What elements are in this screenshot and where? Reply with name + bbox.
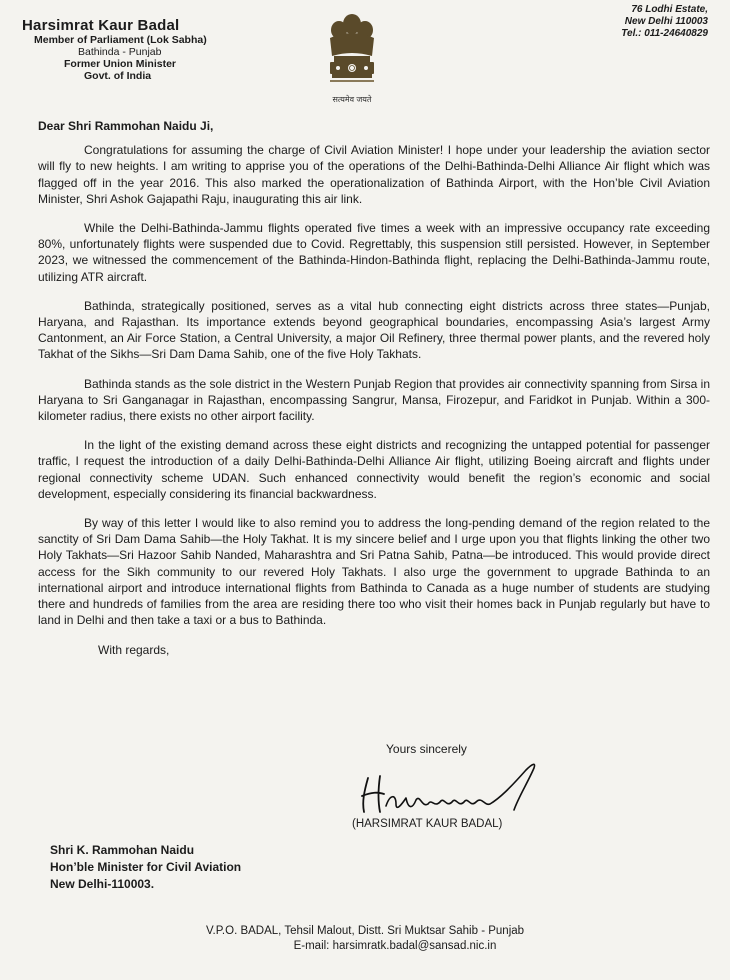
paragraph-3: Bathinda, strategically positioned, serves as a vital hub connecting eight districts across three states—Punjab, Haryana, and Rajasthan. Its importance extends beyond geographical boundaries, encompassing Asia’s largest Army Cantonment, an Air Force Station, a Central University, a major Oil Refinery, three thermal power plants, and the revered holy Takhat of the Sikhs—Sri Dam Dama Sahib, one of the five Holy Takhats. xyxy=(38,298,710,362)
letterhead-sender-block xyxy=(22,17,207,82)
sender-designation: Member of Parliament (Lok Sabha) xyxy=(34,34,207,46)
letter-body xyxy=(38,118,710,659)
recipient-name: Shri K. Rammohan Naidu xyxy=(50,843,195,857)
address-line1: 76 Lodhi Estate, xyxy=(631,4,708,15)
address-phone: Tel.: 011-24640829 xyxy=(621,28,708,39)
paragraph-5: In the light of the existing demand across these eight districts and recognizing the untapped potential for passenger traffic, I request the introduction of a daily Delhi-Bathinda-Delhi Alliance Air flight, utilizing Boeing aircraft and flights under regional connectivity scheme UDAN. Such enhanced connectivity would benefit the region’s economic and social development, especially considering its financial backwardness. xyxy=(38,438,710,501)
signature-block xyxy=(350,742,590,830)
letterhead-footer xyxy=(0,924,730,954)
footer-email: E-mail: harsimratk.badal@sansad.nic.in xyxy=(293,940,497,952)
recipient-block xyxy=(50,842,241,893)
recipient-title: Hon’ble Minister for Civil Aviation xyxy=(50,860,242,874)
letterhead-address-block xyxy=(621,4,708,40)
salutation: Dear Shri Rammohan Naidu Ji, xyxy=(38,119,214,133)
paragraph-6: By way of this letter I would like to also remind you to address the long-pending demand of the region related to the sanctity of Sri Dam Dama Sahib—the Holy Takhat. It is my sincere belief and I urge upon you that flights linking the other two Holy Takhats—Sri Hazoor Sahib Nanded, Maharashtra and Sri Patna Sahib, Patna—be introduced. This would provide direct access for the Sikh community to our revered Holy Takhats. I also urge the government to upgrade Bathinda to an international airport and introduce international flights from Bathinda to Canada as a huge number of students are studying there and hundreds of families from the area are residing there too who visit their homes back in Punjab regularly but have to land in Delhi and then take a taxi or a bus to Bathinda. xyxy=(38,516,710,628)
sender-constituency: Bathinda - Punjab xyxy=(78,46,162,58)
sender-former-role: Former Union Minister xyxy=(64,58,177,70)
sender-govt: Govt. of India xyxy=(84,70,152,82)
paragraph-4: Bathinda stands as the sole district in the Western Punjab Region that provides air connectivity spanning from Sirsa in Haryana to Sri Ganganagar in Rajasthan, encompassing Sangrur, Mansa, Firozepur, and Faridkot in Punjab. Within a 300-kilometer radius, there exists no other airport facility. xyxy=(38,376,710,424)
handwritten-signature xyxy=(350,758,570,822)
paragraph-2: While the Delhi-Bathinda-Jammu flights operated five times a week with an impressive occupancy rate exceeding 80%, unfortunately flights were suspended due to Covid. Regrettably, this suspension still persisted. However, in September 2023, we witnessed the commencement of the Bathinda-Hindon-Bathinda flight, replacing the Delhi-Bathinda-Jammu route, utilizing ATR aircraft. xyxy=(38,221,710,284)
yours-sincerely: Yours sincerely xyxy=(386,742,467,756)
signatory-printed-name: (HARSIMRAT KAUR BADAL) xyxy=(352,818,503,830)
paragraph-1: Congratulations for assuming the charge of Civil Aviation Minister! I hope under your leadership the aviation sector will fly to new heights. I am writing to apprise you of the operations of the Delhi-Bathinda-Delhi Alliance Air flight which was flagged off in the year 2016. This also marked the operationalization of Bathinda Airport, with the Hon’ble Civil Aviation Minister, Shri Ashok Gajapathi Raju, inaugurating this air link. xyxy=(38,143,710,206)
footer-address: V.P.O. BADAL, Tehsil Malout, Distt. Sri Muktsar Sahib - Punjab xyxy=(205,925,525,937)
closing: With regards, xyxy=(98,643,170,658)
emblem-block xyxy=(320,10,384,110)
national-emblem-icon xyxy=(320,10,384,92)
sender-name: Harsimrat Kaur Badal xyxy=(22,17,180,34)
address-line2: New Delhi 110003 xyxy=(624,16,708,27)
emblem-motto: सत्यमेव जयते xyxy=(332,95,372,104)
recipient-city: New Delhi-110003. xyxy=(50,877,155,891)
